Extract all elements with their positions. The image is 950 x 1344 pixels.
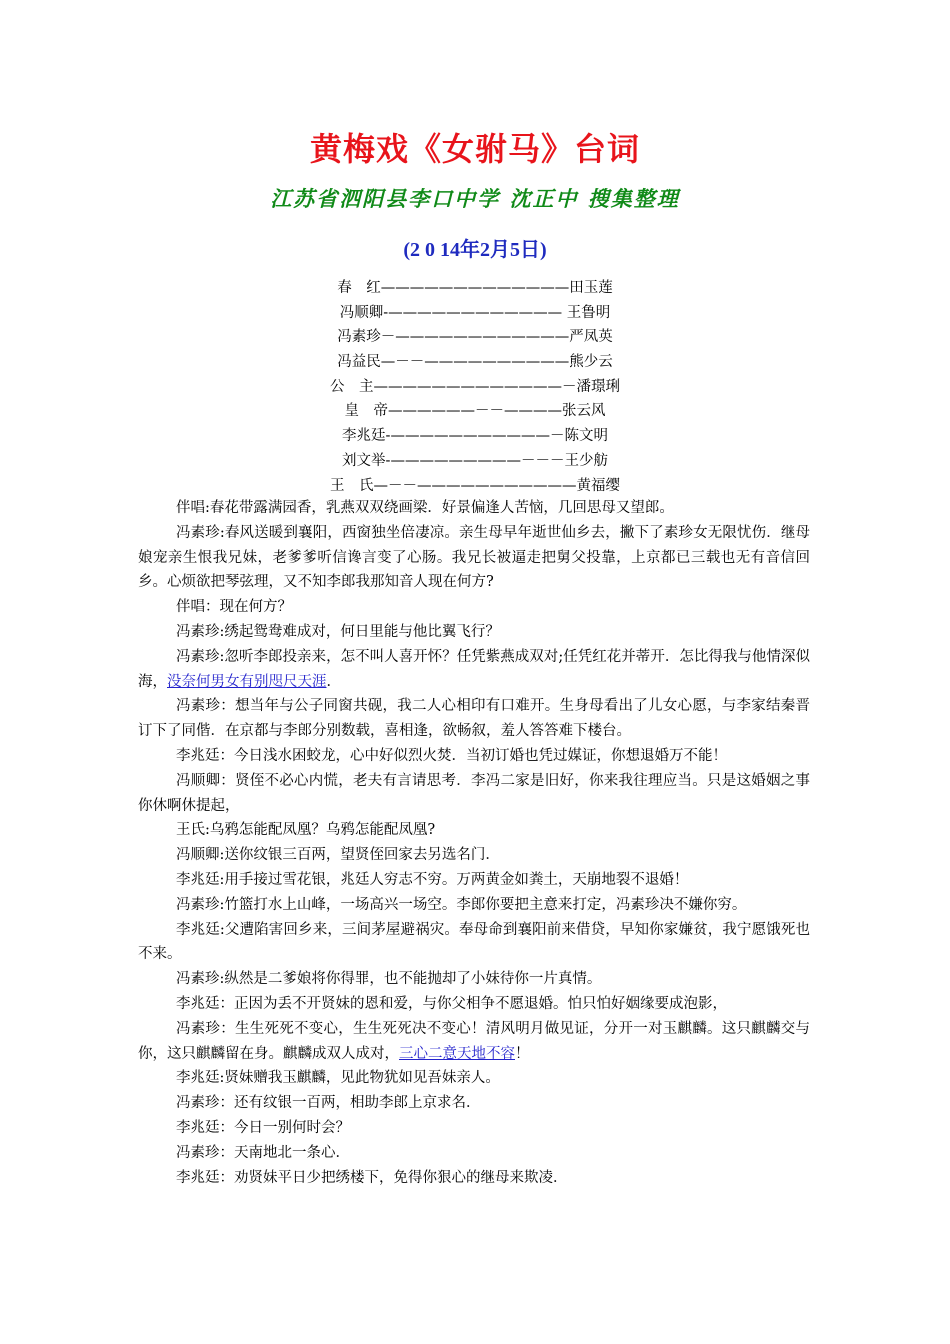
date-line: (2 0 14年2月5日) [403,239,547,261]
cast-row: 公 主—————————————－潘璟琍 [330,378,620,395]
dialogue-text: 冯素珍:竹篮打水上山峰，一场高兴一场空。李郎你要把主意来打定，冯素珍决不嫌你穷。 [176,896,747,913]
cast-row: 春 红—————————————田玉莲 [337,280,613,296]
cast-row: 王 氏—－－———————————黄福缨 [330,477,620,494]
page-title: 黄梅戏《女驸马》台词 [309,130,640,168]
dialogue-line [138,868,810,893]
cast-row: 冯素珍－————————————严凤英 [337,329,613,346]
author-line: 江苏省泗阳县李口中学 沈正中 搜集整理 [270,186,680,211]
dialogue-text: 冯素珍：生生死死不变心，生生死死决不变心！清风明月做见证，分开一对玉麒麟。这只麒麟交与你，这只麒麟留在身。麒麟成双人成对， [138,1020,810,1062]
dialogue-line [138,620,810,645]
dialogue-text: 李兆廷:用手接过雪花银，兆廷人穷志不穷。万两黄金如粪土，天崩地裂不退婚！ [176,871,689,888]
dialogue-line [138,1017,810,1067]
dialogue-line [138,1141,810,1166]
dialogue-text: 冯顺卿：贤侄不必心内慌，老夫有言请思考．李冯二家是旧好，你来我往理应当。只是这婚姻之事你休啊休提起， [138,772,810,814]
dialogue-line [138,1091,810,1116]
dialogue-text: 李兆廷:贤妹赠我玉麒麟，见此物犹如见吾妹亲人。 [176,1070,500,1087]
hyperlink[interactable]: 没奈何男女有别咫尺天涯 [167,673,327,690]
dialogue-line [138,992,810,1017]
dialogue-line [138,595,810,620]
cast-list [0,276,950,498]
dialogue-line [138,918,810,968]
dialogue-text: 冯素珍：想当年与公子同窗共砚，我二人心相印有口难开。生身母看出了儿女心愿，与李家结秦晋订下了同偕．在京都与李郎分别数载，喜相逢，欲畅叙，羞人答答难下楼台。 [138,698,810,740]
dialogue-text: 冯素珍：还有纹银一百两，相助李郎上京求名． [176,1095,481,1112]
dialogue-text: 冯素珍：天南地北一条心． [176,1144,350,1161]
dialogue-line [138,521,810,595]
dialogue-text: 冯素珍:忽听李郎投亲来，怎不叫人喜开怀？任凭紫燕成双对;任凭红花并蒂开．怎比得我与他情深似海， [138,648,810,690]
cast-row: 皇 帝——————－－————张云风 [344,403,606,420]
dialogue-text: 伴唱：现在何方？ [176,599,292,616]
dialogue-text: 冯素珍:绣起鸳鸯难成对，何日里能与他比翼飞行？ [176,623,500,640]
dialogue-line [138,496,810,521]
dialogue-line [138,818,810,843]
dialogue-line [138,1166,810,1191]
dialogue-text: 王氏:乌鸦怎能配凤凰？乌鸦怎能配凤凰? [176,822,436,839]
dialogue-line [138,967,810,992]
dialogue-text: 冯顺卿:送你纹银三百两，望贤侄回家去另选名门． [176,847,500,864]
hyperlink[interactable]: 三心二意天地不容 [399,1045,515,1062]
dialogue-text: 冯素珍:纵然是二爹娘将你得罪，也不能抛却了小妹待你一片真情。 [176,971,602,988]
dialogue-text: 伴唱:春花带露满园香，乳燕双双绕画梁．好景偏逢人苦恼，几回思母又望郎。 [176,500,674,516]
cast-row: 刘文举-—————————－－－王少舫 [342,452,608,469]
dialogue-line [138,694,810,744]
dialogue-line [138,1066,810,1091]
cast-row: 冯顺卿-———————————— 王鲁明 [339,304,611,321]
cast-row: 冯益民—－－——————————熊少云 [337,354,613,371]
dialogue-line [138,843,810,868]
dialogue-body [138,496,810,1190]
dialogue-text: 李兆廷:父遭陷害回乡来，三间茅屋避祸灾。奉母命到襄阳前来借贷，早知你家嫌贫，我宁愿饿死也不来。 [138,921,810,963]
dialogue-text: 李兆廷：今日一别何时会？ [176,1119,350,1136]
cast-row: 李兆廷-———————————－陈文明 [342,428,608,445]
dialogue-text: 李兆廷：正因为丢不开贤妹的恩和爱，与你父相争不愿退婚。怕只怕好姻缘要成泡影， [176,995,727,1012]
dialogue-line [138,744,810,769]
dialogue-line [138,893,810,918]
dialogue-line [138,769,810,819]
dialogue-text: 冯素珍:春风送暖到襄阳，西窗独坐倍凄凉。亲生母早年逝世仙乡去，撇下了素珍女无限忧伤．继母娘宠亲生恨我兄妹，老爹爹听信谗言变了心肠。我兄长被逼走把舅父投靠，上京都已三载也无有音信回乡。心烦欲把琴弦理，又不知李郎我那知音人现在何方? [138,524,810,591]
dialogue-text: ！ [515,1045,530,1062]
dialogue-text: 李兆廷：今日浅水困蛟龙，心中好似烈火焚．当初订婚也凭过媒证，你想退婚万不能！ [176,747,727,764]
dialogue-line [138,1116,810,1141]
dialogue-text: 李兆廷：劝贤妹平日少把绣楼下，免得你狠心的继母来欺凌． [176,1169,568,1186]
dialogue-text: ． [326,673,341,690]
dialogue-line [138,645,810,695]
